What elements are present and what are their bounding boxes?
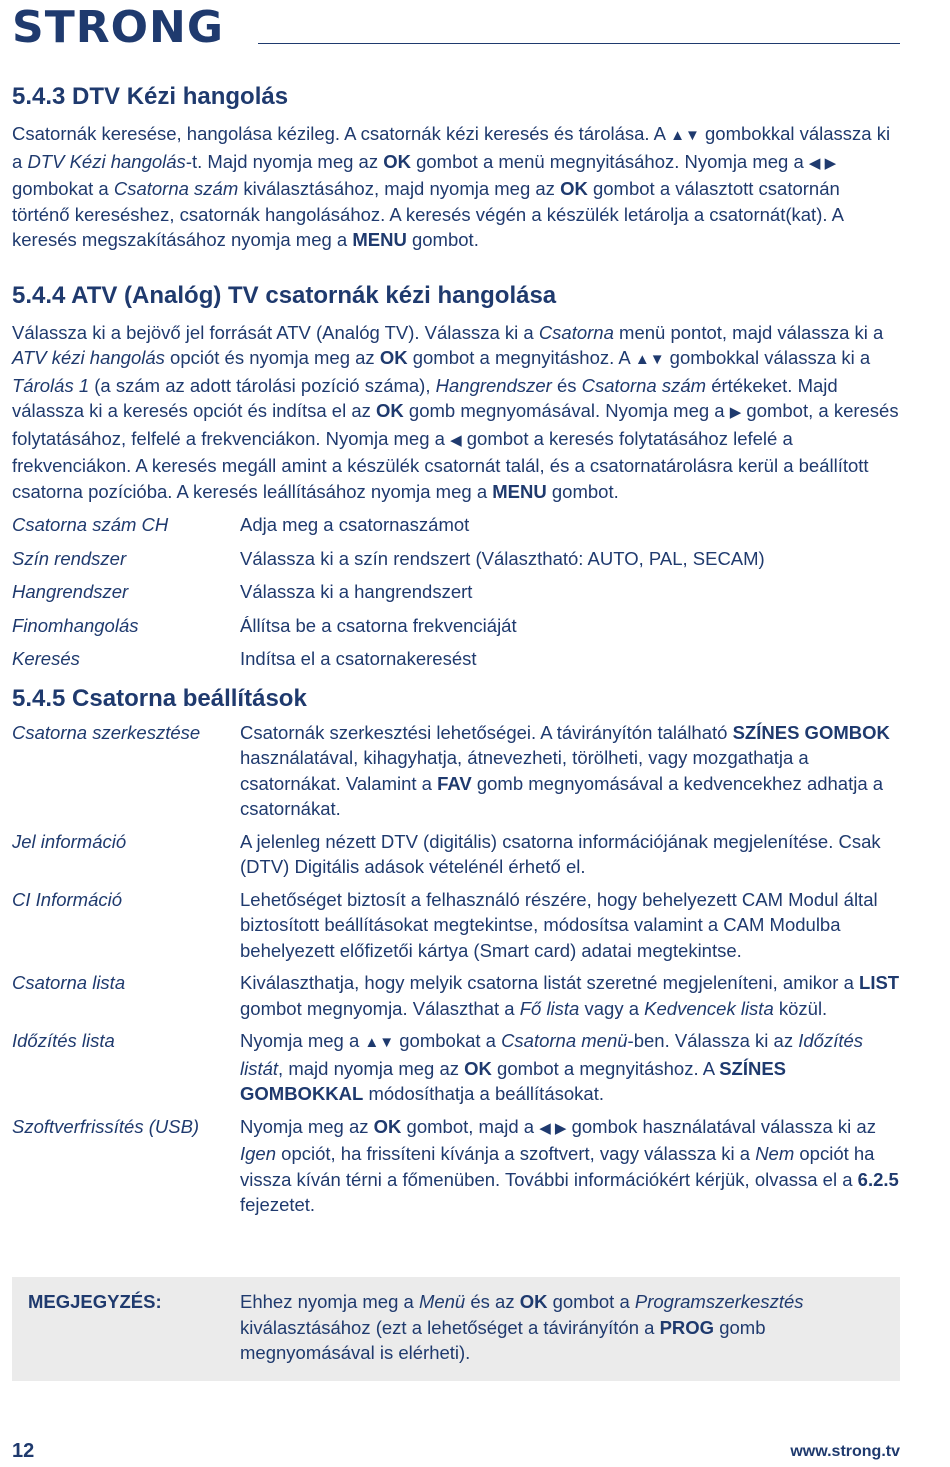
definition-row-signal-info: Jel információ A jelenleg nézett DTV (digitális) csatorna információjának megjelenítése. Csak (DTV) Digitális adások vételénél érhető el.	[12, 830, 881, 877]
channel-settings-list	[12, 720, 902, 1218]
left-arrow-icon: ◀	[450, 431, 462, 449]
definition-row-channel-edit: Csatorna szerkesztése Csatornák szerkesztési lehetőségei. A távirányítón található SZÍNES GOMBOK használatával, kihagyhatja, átnevezheti, törölheti, vagy mozgathatja a csatornákat. Valamint a FAV gomb megnyomásával a kedvencekhez adhatja a csatornákat.	[12, 721, 890, 819]
section-title-543: 5.4.3 DTV Kézi hangolás	[12, 83, 289, 110]
definition-row: Hangrendszer Válassza ki a hangrendszert	[12, 581, 473, 602]
left-right-arrows-icon: ◀ ▶	[808, 154, 837, 172]
note-box	[12, 1277, 900, 1381]
definition-row-channel-list: Csatorna lista Kiválaszthatja, hogy melyik csatorna listát szeretné megjeleníteni, amikor a LIST gombot megnyomja. Választhat a Fő lista vagy a Kedvencek lista közül.	[12, 972, 900, 1019]
note-label: MEGJEGYZÉS:	[28, 1291, 162, 1312]
right-arrow-icon: ▶	[729, 404, 742, 421]
section-title-545: 5.4.5 Csatorna beállítások	[12, 684, 307, 712]
up-down-arrows-icon: ▲▼	[670, 127, 700, 144]
up-down-arrows-icon: ▲▼	[364, 1034, 395, 1051]
note-row	[28, 1289, 888, 1366]
strong-logo: STRONG	[12, 2, 224, 53]
header-rule	[258, 43, 900, 44]
definition-row: Csatorna szám CH Adja meg a csatornaszámot	[12, 514, 470, 535]
definition-row-software-update: Szoftverfrissítés (USB) Nyomja meg az OK gombot, majd a ◀ ▶ gombok használatával válassza ki az Igen opciót, ha frissíteni kívánja a szoftvert, vagy válassza ki a Nem opciót ha vissza kíván térni a főmenüben. További információkért kérjük, olvassa el a 6.2.5 fejezetet.	[12, 1115, 899, 1215]
section-544-text: Válassza ki a bejövő jel forrását ATV (Analóg TV). Válassza ki a Csatorna menü pontot, majd válassza ki a ATV kézi hangolás opciót és nyomja meg az OK gombot a megnyitáshoz. A ▲▼ gombokkal válassza ki a Tárolás 1 (a szám az adott tárolási pozíció száma), Hangrendszer és Csatorna szám értékeket. Majd válassza ki a keresés opciót és indítsa el az OK gomb megnyomásával. Nyomja meg a ▶ gombot, a keresés folytatásához, felfelé a frekvenciákon. Nyomja meg a ◀ gombot a keresés folytatásához lefelé a frekvenciákon. A keresés megáll amint a készülék csatornát talál, és a csatornatárolásra kerül a beállított csatorna pozícióba. A keresés leállításához nyomja meg a MENU gombot.	[12, 321, 899, 502]
note-text: Ehhez nyomja meg a Menü és az OK gombot a Programszerkesztés kiválasztásához (ezt a lehetőséget a távirányítón a PROG gomb megnyomásával is elérheti).	[240, 1291, 804, 1363]
section-title-544: 5.4.4 ATV (Analóg) TV csatornák kézi hangolása	[12, 281, 557, 309]
page-number: 12	[12, 1440, 35, 1462]
definition-row-timer-list: Időzítés lista Nyomja meg a ▲▼ gombokat a Csatorna menü-ben. Válassza ki az Időzítés listát, majd nyomja meg az OK gombot a megnyitáshoz. A SZÍNES GOMBOKKAL módosíthatja a beállításokat.	[12, 1030, 864, 1104]
section-543-text: Csatornák keresése, hangolása kézileg. A csatornák kézi keresés és tárolása. A ▲▼ gombokkal válassza ki a DTV Kézi hangolás-t. Majd nyomja meg az OK gombot a menü megnyitásához. Nyomja meg a ◀ ▶ gombokat a Csatorna szám kiválasztásához, majd nyomja meg az OK gombot a választott csatornán történő kereséshez, csatornák hangolásához. A keresés végén a készülék letárolja a csatornát(kat). A keresés megszakításához nyomja meg a MENU gombot.	[12, 123, 891, 250]
definition-row: Szín rendszer Válassza ki a szín rendszert (Választható: AUTO, PAL, SECAM)	[12, 547, 765, 569]
website-link: www.strong.tv	[790, 1443, 900, 1460]
definition-row: Keresés Indítsa el a csatornakeresést	[12, 648, 477, 669]
definition-row: Finomhangolás Állítsa be a csatorna frekvenciáját	[12, 614, 517, 636]
atv-definition-list	[12, 512, 902, 672]
page-content	[12, 80, 902, 1218]
definition-row-ci-info: CI Információ Lehetőséget biztosít a felhasználó részére, hogy behelyezett CAM Modul által biztosított beállításokat megtekintse, módosítsa valamint a CAM Modulba behelyezett előfizetői kártya (Smart card) adatai megtekintse.	[12, 888, 878, 961]
up-down-arrows-icon: ▲▼	[634, 351, 665, 368]
left-right-arrows-icon: ◀ ▶	[539, 1119, 567, 1137]
